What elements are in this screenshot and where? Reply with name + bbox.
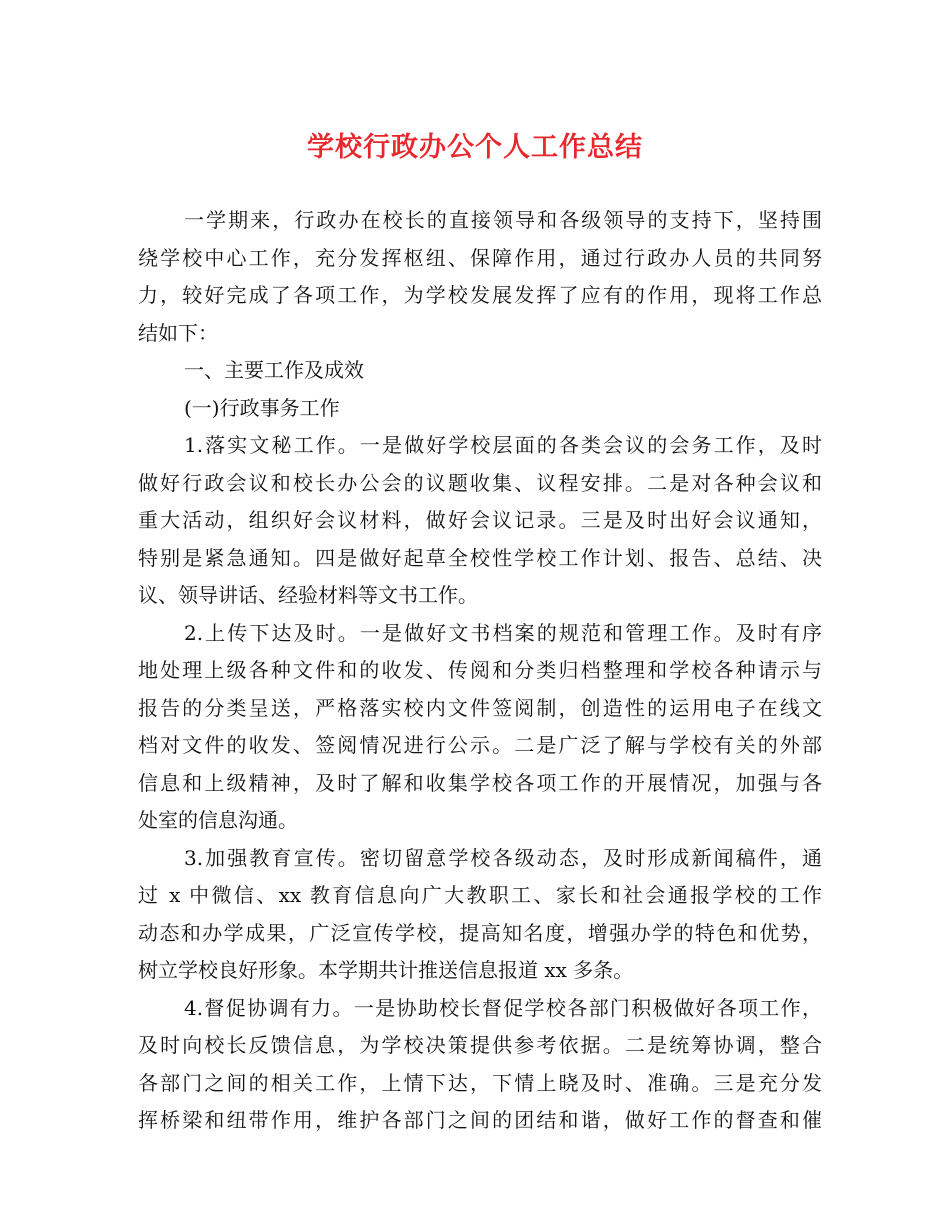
body-line: 做好行政会议和校长办公会的议题收集、议程安排。二是对各种会议和 [138, 470, 822, 495]
body-line: 动态和办学成果，广泛宣传学校，提高知名度，增强办学的特色和优势， [138, 920, 822, 945]
body-line: 地处理上级各种文件和的收发、传阅和分类归档整理和学校各种请示与 [138, 658, 822, 682]
document-body [138, 202, 822, 1140]
body-line: 挥桥梁和纽带作用，维护各部门之间的团结和谐，做好工作的督查和催 [138, 1108, 822, 1132]
body-line: 2.上传下达及时。一是做好文书档案的规范和管理工作。及时有序 [184, 620, 822, 645]
body-line: 力，较好完成了各项工作，为学校发展发挥了应有的作用，现将工作总 [138, 283, 822, 307]
body-line: 树立学校良好形象。本学期共计推送信息报道 xx 多条。 [138, 958, 634, 982]
body-line: 绕学校中心工作，充分发挥枢纽、保障作用，通过行政办人员的共同努 [138, 245, 822, 270]
body-line: (一)行政事务工作 [184, 395, 340, 420]
body-line: 信息和上级精神，及时了解和收集学校各项工作的开展情况，加强与各 [138, 770, 822, 795]
body-line: 议、领导讲话、经验材料等文书工作。 [138, 583, 478, 607]
body-line: 处室的信息沟通。 [138, 808, 298, 832]
body-line: 报告的分类呈送，严格落实校内文件签阅制，创造性的运用电子在线文 [138, 695, 822, 720]
body-line: 一学期来，行政办在校长的直接领导和各级领导的支持下，坚持围 [184, 208, 822, 232]
body-line: 一、主要工作及成效 [184, 358, 364, 382]
body-line: 结如下： [138, 320, 218, 345]
body-line: 重大活动，组织好会议材料，做好会议记录。三是及时出好会议通知， [138, 508, 822, 532]
body-line: 1.落实文秘工作。一是做好学校层面的各类会议的会务工作，及时 [184, 433, 822, 457]
body-line: 3.加强教育宣传。密切留意学校各级动态，及时形成新闻稿件，通 [184, 845, 822, 870]
body-line: 及时向校长反馈信息，为学校决策提供参考依据。二是统筹协调，整合 [138, 1033, 822, 1057]
body-line: 档对文件的收发、签阅情况进行公示。二是广泛了解与学校有关的外部 [138, 733, 822, 757]
body-line: 特别是紧急通知。四是做好起草全校性学校工作计划、报告、总结、决 [138, 545, 822, 570]
body-line: 过 x 中微信、xx 教育信息向广大教职工、家长和社会通报学校的工作 [138, 883, 822, 907]
body-line: 4.督促协调有力。一是协助校长督促学校各部门积极做好各项工作， [184, 995, 822, 1020]
body-line: 各部门之间的相关工作，上情下达，下情上晓及时、准确。三是充分发 [138, 1070, 822, 1095]
document-title: 学校行政办公个人工作总结 [307, 132, 643, 163]
